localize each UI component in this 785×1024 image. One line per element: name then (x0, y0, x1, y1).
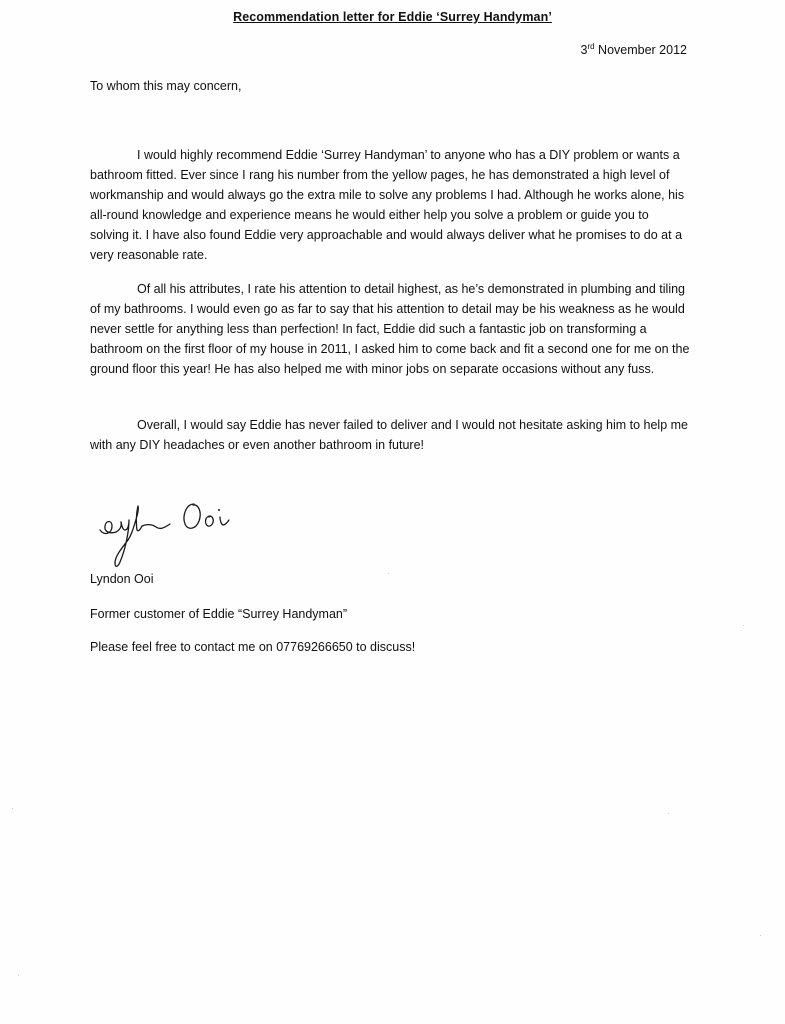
letter-date (581, 43, 688, 57)
paragraph-3-block (90, 415, 690, 455)
handwritten-signature (96, 496, 246, 578)
date-day: 3 (580, 43, 588, 57)
signer-contact: Please feel free to contact me on 07769266650 to discuss! (90, 640, 416, 654)
paragraph-1: I would highly recommend Eddie ‘Surrey Handyman’ to anyone who has a DIY problem or wants a bathroom fitted. Ever since I rang his number from the yellow pages, he has demonstrated a high level of workmanship and would always go the extra mile to solve any problems I had. Although he works alone, his all-round knowledge and experience means he would either help you solve a problem or guide you to solving it. I have also found Eddie very approachable and would always deliver what he promises to do at a very reasonable rate. (90, 148, 685, 262)
salutation: To whom this may concern, (90, 79, 242, 93)
signer-name: Lyndon Ooi (90, 572, 154, 586)
paragraph-2-block (90, 279, 690, 379)
date-suffix: rd (587, 42, 595, 51)
scan-speck (388, 573, 389, 574)
paragraph-1-block (90, 145, 690, 265)
scan-speck (12, 808, 13, 809)
scan-speck (743, 625, 744, 626)
date-month-year: November 2012 (594, 43, 687, 57)
scan-speck (668, 813, 669, 814)
paragraph-3: Overall, I would say Eddie has never failed to deliver and I would not hesitate asking him to help me with any DIY headaches or even another bathroom in future! (90, 418, 689, 452)
scan-speck (760, 935, 761, 936)
scan-speck (18, 975, 19, 976)
letter-title: Recommendation letter for Eddie ‘Surrey Handyman’ (233, 10, 552, 24)
signer-role: Former customer of Eddie “Surrey Handyman” (90, 607, 348, 621)
paragraph-2: Of all his attributes, I rate his attention to detail highest, as he’s demonstrated in plumbing and tiling of my bathrooms. I would even go as far to say that his attention to detail may be his weakness as he would never settle for anything less than perfection! In fact, Eddie did such a fantastic job on transforming a bathroom on the first floor of my house in 2011, I asked him to come back and fit a second one for me on the ground floor this year! He has also helped me with minor jobs on separate occasions without any fuss. (90, 282, 690, 376)
